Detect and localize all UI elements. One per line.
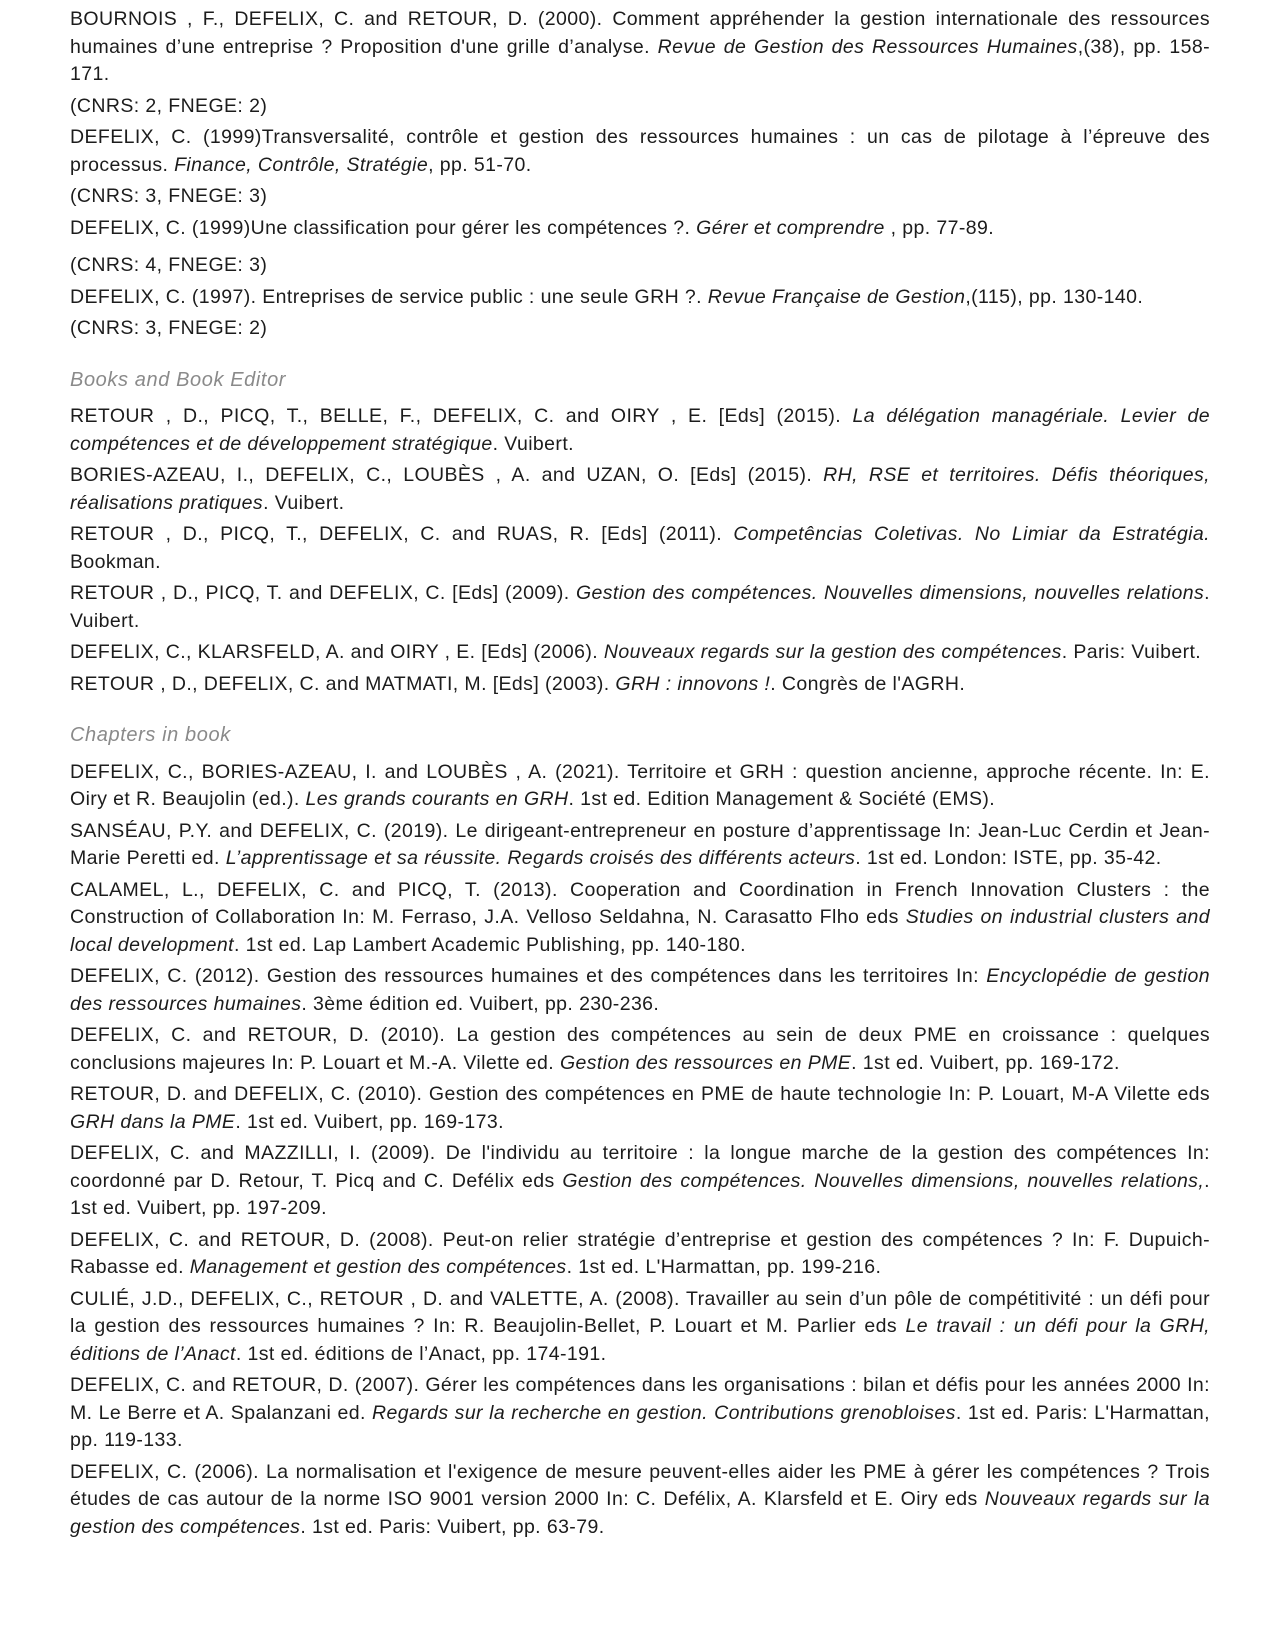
reference-item <box>70 639 1210 667</box>
reference-text: . Vuibert. <box>492 432 574 455</box>
section-chapters-in-book <box>70 722 1210 1541</box>
reference-text: . 1st ed. Vuibert, pp. 197-209. <box>70 1169 1210 1219</box>
reference-text: . 1st ed. Vuibert, pp. 169-173. <box>235 1110 504 1133</box>
reference-text: . Vuibert. <box>263 491 345 514</box>
reference-text: (CNRS: 3, FNEGE: 2) <box>70 317 268 339</box>
reference-text: . 1st ed. Paris: L'Harmattan, pp. 119-133. <box>70 1401 1210 1451</box>
journal-rating-line <box>70 93 1210 121</box>
reference-text: DEFELIX, C., BORIES-AZEAU, I. and LOUBÈS , A. (2021). Territoire et GRH : question ancienne, approche récente. In: E. Oiry et R. Beaujolin (ed.). <box>70 760 1210 810</box>
reference-text: DEFELIX, C., KLARSFELD, A. and OIRY , E. [Eds] (2006). <box>70 641 604 663</box>
reference-text: DEFELIX, C. and RETOUR, D. (2007). Gérer les compétences dans les organisations : bilan et défis pour les années 2000 In: M. Le Berre et A. Spalanzani ed. <box>70 1374 1210 1424</box>
section-journal-articles <box>70 6 1210 343</box>
reference-item <box>70 1372 1210 1455</box>
reference-title-text: Gestion des ressources en PME <box>559 1051 852 1074</box>
reference-text: RETOUR , D., PICQ, T. and DEFELIX, C. [Eds] (2009). <box>70 582 576 604</box>
reference-item <box>70 1227 1210 1282</box>
reference-text: ,(115), pp. 130-140. <box>965 285 1144 308</box>
reference-text: CALAMEL, L., DEFELIX, C. and PICQ, T. (2013). Cooperation and Coordination in French Innovation Clusters : the Construction of Collaboration In: M. Ferraso, J.A. Velloso Seldahna, N. Carasatto Flho eds <box>70 878 1210 928</box>
reference-title-text: Regards sur la recherche en gestion. Contributions grenobloises <box>371 1401 956 1424</box>
reference-text: DEFELIX, C. and RETOUR, D. (2010). La gestion des compétences au sein de deux PME en croissance : quelques conclusions majeures In: P. Louart et M.-A. Vilette ed. <box>70 1024 1210 1074</box>
reference-text: CULIÉ, J.D., DEFELIX, C., RETOUR , D. and VALETTE, A. (2008). Travailler au sein d’un pôle de compétitivité : un défi pour la gestion des ressources humaines ? In: R. Beaujolin-Bellet, P. Louart et M. Parlier eds <box>70 1287 1210 1337</box>
reference-text: , pp. 77-89. <box>890 216 995 239</box>
reference-text: , pp. 51-70. <box>428 153 532 176</box>
reference-title-text: GRH dans la PME <box>70 1110 236 1133</box>
journal-rating-line <box>70 315 1210 343</box>
reference-title-text: Gérer et comprendre <box>696 216 891 239</box>
reference-title-text: GRH : innovons ! <box>615 672 771 695</box>
reference-title-text: Management et gestion des compétences <box>189 1256 567 1278</box>
reference-text: DEFELIX, C. (1997). Entreprises de service public : une seule GRH ?. <box>70 285 708 308</box>
reference-document <box>70 6 1210 1541</box>
reference-item <box>70 671 1210 699</box>
reference-title-text: Nouveaux regards sur la gestion des compétences <box>603 641 1062 663</box>
reference-item <box>70 215 1210 243</box>
reference-text: . 1st ed. Vuibert, pp. 169-172. <box>851 1051 1120 1074</box>
reference-text: . 1st ed. éditions de l’Anact, pp. 174-191. <box>235 1342 607 1365</box>
reference-text: BOURNOIS , F., DEFELIX, C. and RETOUR, D. (2000). Comment appréhender la gestion internationale des ressources humaines d’une entreprise ? Proposition d'une grille d’analyse. <box>70 8 1210 58</box>
reference-item <box>70 1140 1210 1223</box>
section-books-and-book-editor <box>70 367 1210 699</box>
reference-item <box>70 818 1210 873</box>
reference-text: . 1st ed. London: ISTE, pp. 35-42. <box>855 847 1162 869</box>
reference-title-text: Les grands courants en GRH <box>305 788 569 810</box>
reference-title-text: Revue de Gestion des Ressources Humaines <box>657 35 1078 58</box>
reference-item <box>70 963 1210 1018</box>
reference-title-text: RH, RSE et territoires. Défis théoriques, réalisations pratiques <box>70 464 1210 514</box>
reference-title-text: Nouveaux regards sur la gestion des compétences <box>70 1488 1210 1538</box>
section-heading-books-and-book-editor: Books and Book Editor <box>70 368 287 391</box>
reference-text: . 1st ed. L'Harmattan, pp. 199-216. <box>566 1256 882 1278</box>
reference-text: (CNRS: 4, FNEGE: 3) <box>70 254 268 276</box>
reference-title-text: Revue Française de Gestion <box>707 285 966 308</box>
reference-text: . 3ème édition ed. Vuibert, pp. 230-236. <box>301 992 660 1015</box>
reference-text: (CNRS: 2, FNEGE: 2) <box>70 94 268 117</box>
reference-text: (CNRS: 3, FNEGE: 3) <box>70 185 268 207</box>
reference-item <box>70 877 1210 960</box>
reference-text: DEFELIX, C. (2012). Gestion des ressources humaines et des compétences dans les territoires In: <box>70 965 987 987</box>
reference-item <box>70 759 1210 814</box>
reference-item <box>70 521 1210 576</box>
reference-text: DEFELIX, C. (1999)Transversalité, contrôle et gestion des ressources humaines : un cas de pilotage à l’épreuve des processus. <box>70 126 1210 176</box>
reference-text: BORIES-AZEAU, I., DEFELIX, C., LOUBÈS , A. and UZAN, O. [Eds] (2015). <box>70 464 824 486</box>
reference-item <box>70 1022 1210 1077</box>
reference-text: RETOUR , D., PICQ, T., BELLE, F., DEFELIX, C. and OIRY , E. [Eds] (2015). <box>70 405 853 427</box>
reference-title-text: Encyclopédie de gestion des ressources humaines <box>70 965 1210 1015</box>
reference-text: RETOUR , D., DEFELIX, C. and MATMATI, M. [Eds] (2003). <box>70 672 616 695</box>
journal-rating-line <box>70 252 1210 280</box>
reference-item <box>70 462 1210 517</box>
reference-text: DEFELIX, C. (2006). La normalisation et l'exigence de mesure peuvent-elles aider les PME à gérer les compétences ? Trois études de cas autour de la norme ISO 9001 version 2000 In: C. Defélix, A. Klarsfeld et E. Oiry eds <box>70 1460 1210 1510</box>
reference-text: DEFELIX, C. and RETOUR, D. (2008). Peut-on relier stratégie d’entreprise et gestion des compétences ? In: F. Dupuich-Rabasse ed. <box>70 1228 1210 1278</box>
section-heading-chapters-in-book: Chapters in book <box>70 724 231 746</box>
reference-text: . 1st ed. Edition Management & Société (EMS). <box>568 788 996 810</box>
reference-item <box>70 284 1210 312</box>
reference-text: RETOUR, D. and DEFELIX, C. (2010). Gestion des compétences en PME de haute technologie In: P. Louart, M-A Vilette eds <box>70 1083 1210 1105</box>
reference-item <box>70 124 1210 179</box>
reference-item <box>70 1459 1210 1542</box>
reference-text: DEFELIX, C. and MAZZILLI, I. (2009). De l'individu au territoire : la longue marche de la gestion des compétences In: coordonné par D. Retour, T. Picq and C. Defélix eds <box>70 1142 1210 1192</box>
reference-text: . 1st ed. Lap Lambert Academic Publishing, pp. 140-180. <box>233 933 746 956</box>
reference-text: RETOUR , D., PICQ, T., DEFELIX, C. and RUAS, R. [Eds] (2011). <box>70 523 734 545</box>
reference-text: Bookman. <box>70 550 161 573</box>
reference-title-text: Le travail : un défi pour la GRH, éditions de l’Anact <box>70 1315 1210 1365</box>
reference-item <box>70 6 1210 89</box>
reference-item <box>70 580 1210 635</box>
reference-item <box>70 1081 1210 1136</box>
reference-item <box>70 403 1210 458</box>
reference-text: . 1st ed. Paris: Vuibert, pp. 63-79. <box>300 1515 605 1538</box>
reference-title-text: Finance, Contrôle, Stratégie <box>174 153 429 176</box>
reference-text: DEFELIX, C. (1999)Une classification pour gérer les compétences ?. <box>70 216 697 239</box>
journal-rating-line <box>70 183 1210 211</box>
reference-title-text: Competências Coletivas. No Limiar da Estratégia. <box>733 523 1210 545</box>
reference-item <box>70 1286 1210 1369</box>
reference-text: . Congrès de l'AGRH. <box>770 672 966 695</box>
reference-title-text: L’apprentissage et sa réussite. Regards croisés des différents acteurs <box>225 847 856 869</box>
reference-title-text: La délégation managériale. Levier de compétences et de développement stratégique <box>70 405 1211 455</box>
reference-text: SANSÉAU, P.Y. and DEFELIX, C. (2019). Le dirigeant-entrepreneur en posture d’apprentissage In: Jean-Luc Cerdin et Jean-Marie Peretti ed. <box>70 819 1210 869</box>
reference-title-text: Gestion des compétences. Nouvelles dimensions, nouvelles relations, <box>562 1169 1205 1192</box>
reference-text: ,(38), pp. 158-171. <box>70 35 1210 85</box>
reference-text: . Paris: Vuibert. <box>1061 641 1202 663</box>
reference-text: . Vuibert. <box>70 582 1210 632</box>
reference-title-text: Studies on industrial clusters and local development <box>70 906 1211 956</box>
reference-title-text: Gestion des compétences. Nouvelles dimensions, nouvelles relations <box>575 582 1205 604</box>
